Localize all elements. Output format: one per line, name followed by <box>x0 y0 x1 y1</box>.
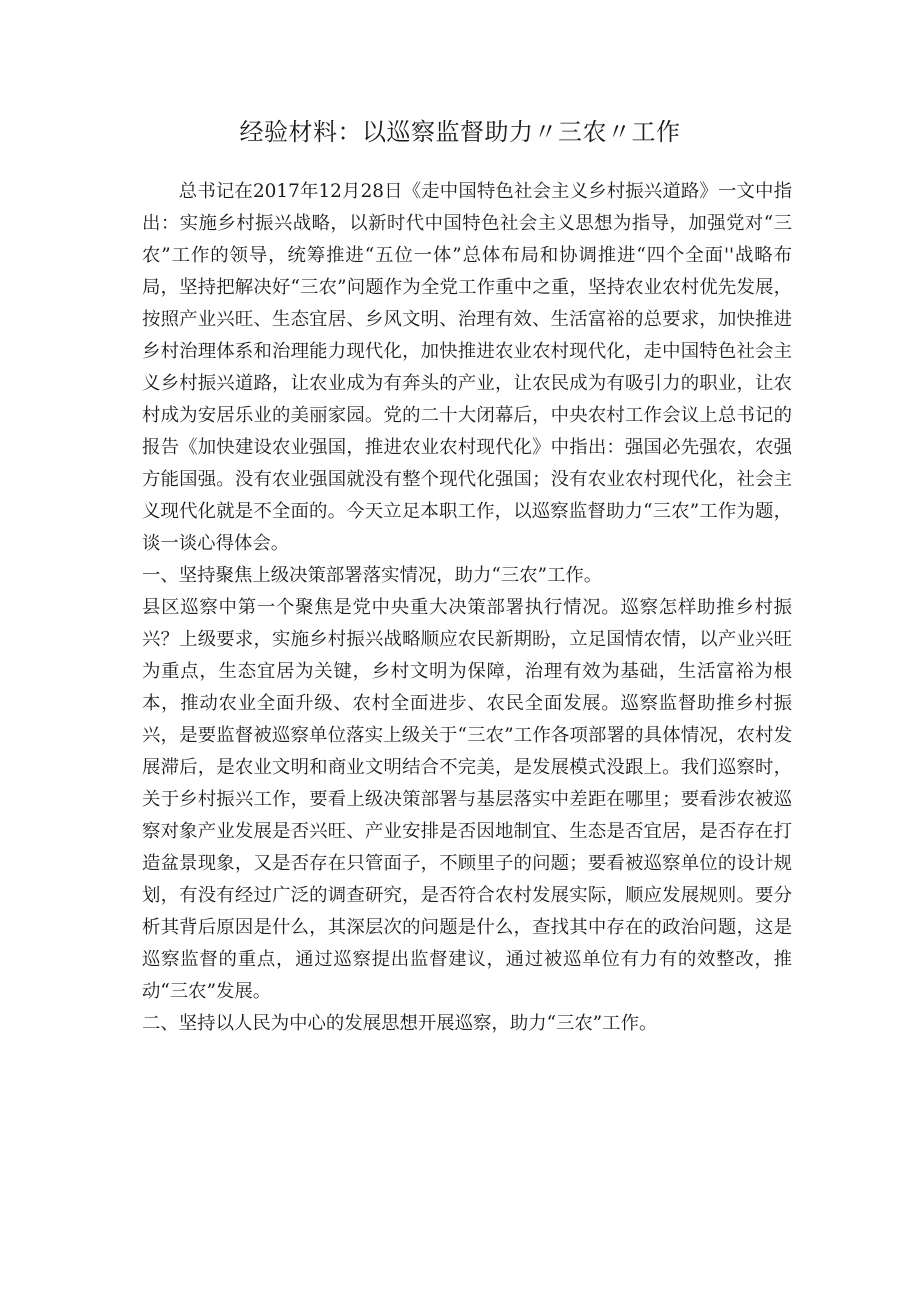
paragraph-section-1: 县区巡察中第一个聚焦是党中央重大决策部署执行情况。巡察怎样助推乡村振兴？上级要求，实施乡村振兴战略顺应农民新期盼，立足国情农情，以产业兴旺为重点，生态宜居为关键，乡村文明为保障，治理有效为基础，生活富裕为根本，推动农业全面升级、农村全面进步、农民全面发展。巡察监督助推乡村振兴，是要监督被巡察单位落实上级关于“三农”工作各项部署的具体情况，农村发展滞后，是农业文明和商业文明结合不完美，是发展模式没跟上。我们巡察时，关于乡村振兴工作，要看上级决策部署与基层落实中差距在哪里；要看涉农被巡察对象产业发展是否兴旺、产业安排是否因地制宜、生态是否宜居，是否存在打造盆景现象，又是否存在只管面子，不顾里子的问题；要看被巡察单位的设计规划，有没有经过广泛的调查研究，是否符合农村发展实际，顺应发展规则。要分析其背后原因是什么，其深层次的问题是什么，查找其中存在的政治问题，这是巡察监督的重点，通过巡察提出监督建议，通过被巡单位有力有的效整改，推动“三农”发展。 <box>142 597 792 1002</box>
document-body <box>142 176 792 1040</box>
section-heading-1: 一、坚持聚焦上级决策部署落实情况，助力“三农”工作。 <box>142 565 603 586</box>
document-title: 经验材料：以巡察监督助力〃三农〃工作 <box>239 118 681 146</box>
section-heading-2: 二、坚持以人民为中心的发展思想开展巡察，助力“三农”工作。 <box>142 1013 658 1034</box>
paragraph-intro: 总书记在2017年12月28日《走中国特色社会主义乡村振兴道路》一文中指出：实施乡村振兴战略，以新时代中国特色社会主义思想为指导，加强党对“三农”工作的领导，统筹推进“五位一体”总体布局和协调推进“四个全面''战略布局，坚持把解决好“三农”问题作为全党工作重中之重，坚持农业农村优先发展，按照产业兴旺、生态宜居、乡风文明、治理有效、生活富裕的总要求，加快推进乡村治理体系和治理能力现代化，加快推进农业农村现代化，走中国特色社会主义乡村振兴道路，让农业成为有奔头的产业，让农民成为有吸引力的职业，让农村成为安居乐业的美丽家园。党的二十大闭幕后，中央农村工作会议上总书记的报告《加快建设农业强国，推进农业农村现代化》中指出：强国必先强农，农强方能国强。没有农业强国就没有整个现代化强国；没有农业农村现代化，社会主义现代化就是不全面的。今天立足本职工作，以巡察监督助力“三农”工作为题，谈一谈心得体会。 <box>142 181 792 554</box>
